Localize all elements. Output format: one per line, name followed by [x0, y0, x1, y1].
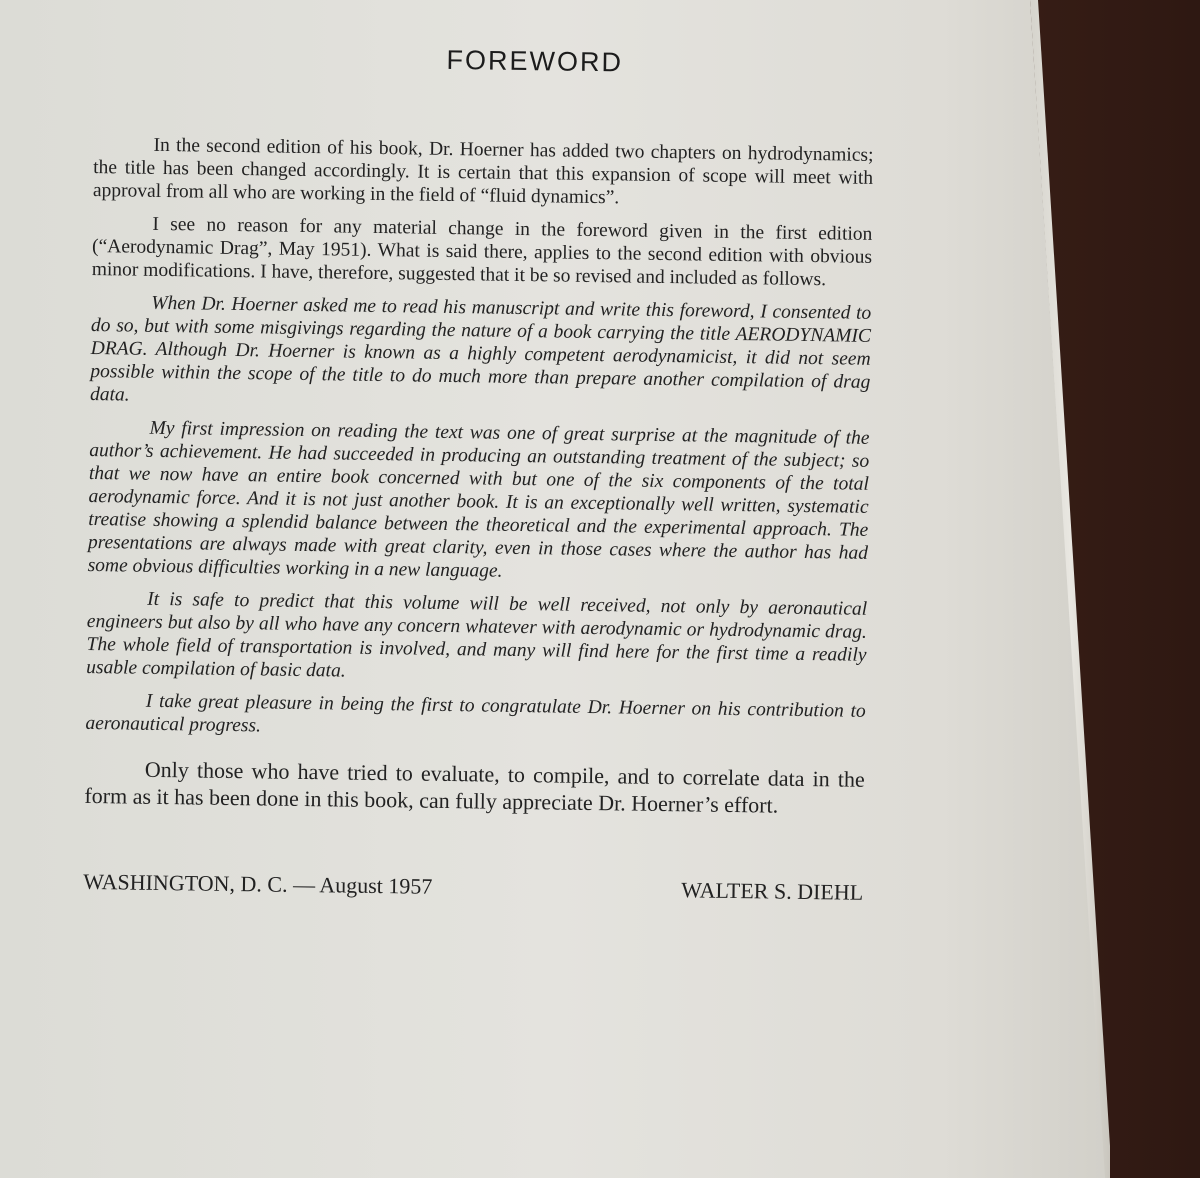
author-name: WALTER S. DIEHL	[681, 877, 864, 905]
paragraph-4: My first impression on reading the text was one of great surprise at the magnitude of the author’s achievement. He had succeeded in producing an outstanding treatment of the subject; so that we now have an entire book concerned with but one of the six components of the total aerodynamic force. And it is not just another book. It is an exceptionally well written, systematic treatise showing a splendid balance between the theoretical and the experimental approach. The presentations are always made with great clarity, even in those cases where the author has had some obvious difficulties working in a new language.	[87, 417, 870, 582]
foreword-content	[83, 40, 875, 906]
place-date: WASHINGTON, D. C. — August 1957	[83, 868, 433, 899]
paragraph-3: When Dr. Hoerner asked me to read his manuscript and write this foreword, I consented to do so, but with some misgivings regarding the nature of a book carrying the title AERODYNAMIC DRAG. Although Dr. Hoerner is known as a highly competent aerodynamicist, it did not seem possible within the scope of the title to do much more than prepare another compilation of drag data.	[89, 292, 872, 406]
paragraph-6: I take great pleasure in being the first to congratulate Dr. Hoerner on his contribution to aeronautical progress.	[85, 690, 866, 737]
paragraph-1: In the second edition of his book, Dr. Hoerner has added two chapters on hydrodynamics; the title has been changed accordingly. It is certain that this expansion of scope will meet with approval from all who are working in the field of “fluid dynamics”.	[92, 134, 874, 209]
paragraph-5: It is safe to predict that this volume will be well received, not only by aeronautical engineers but also by all who have any concern whatever with aerodynamic or hydrodynamic drag. The whole field of transportation is involved, and many will find here for the first time a readily usable compilation of basic data.	[86, 588, 868, 682]
paragraph-7: Only those who have tried to evaluate, to compile, and to correlate data in the form as it has been done in this book, can fully appreciate Dr. Hoerner’s effort.	[84, 756, 865, 818]
paragraph-2: I see no reason for any material change in the foreword given in the first edition (“Aerodynamic Drag”, May 1951). What is said there, applies to the second edition with obvious minor modifications. I have, therefore, suggested that it be so revised and included as follows.	[91, 213, 873, 291]
page-heading: FOREWORD	[446, 44, 624, 78]
